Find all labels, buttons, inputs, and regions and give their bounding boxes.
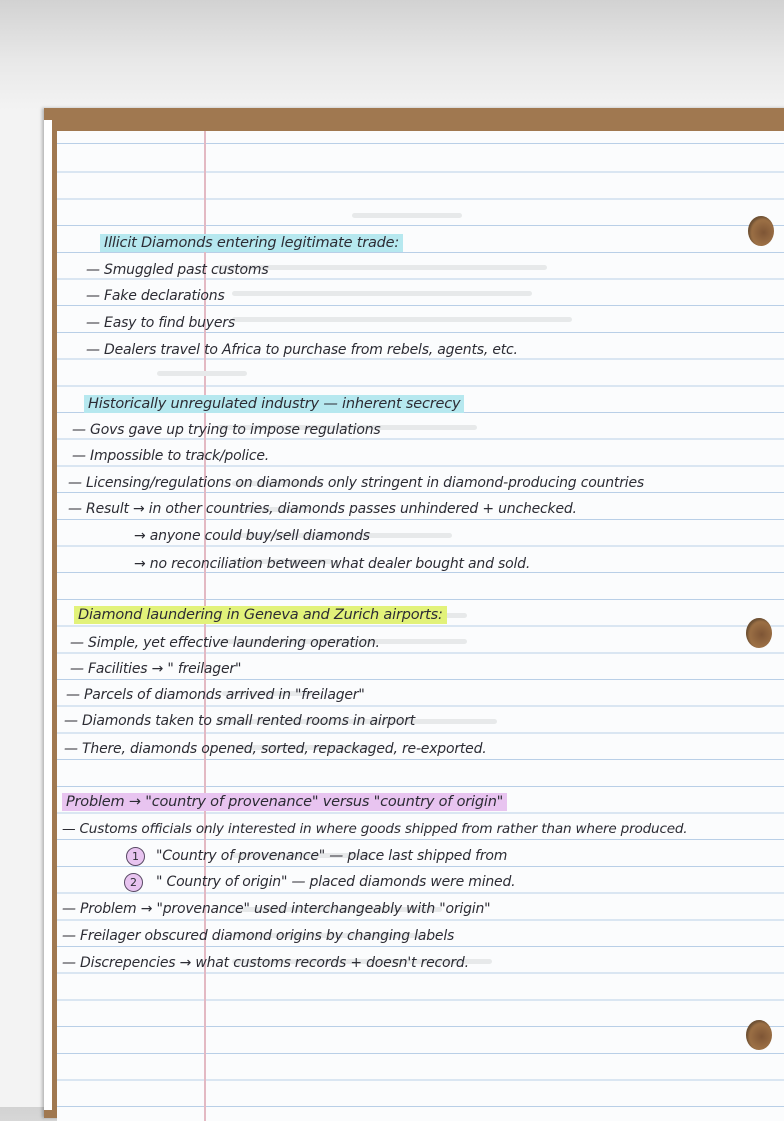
numbered-line: " Country of origin" — placed diamonds were mined. bbox=[156, 874, 516, 890]
note-line: — Discrepencies → what customs records + doesn't record. bbox=[62, 955, 469, 971]
note-line: — Freilager obscured diamond origins by changing labels bbox=[62, 928, 455, 944]
note-line: — Easy to find buyers bbox=[86, 315, 235, 331]
note-line: — Problem → "provenance" used interchangeably with "origin" bbox=[62, 901, 491, 917]
note-line: — Facilities → " freilager" bbox=[70, 661, 242, 677]
note-line: — Customs officials only interested in where goods shipped from rather than where produced. bbox=[62, 821, 688, 837]
note-line: — Dealers travel to Africa to purchase from rebels, agents, etc. bbox=[86, 342, 518, 358]
note-line: — Result → in other countries, diamonds passes unhindered + unchecked. bbox=[68, 501, 577, 517]
note-line: — There, diamonds opened, sorted, repackaged, re-exported. bbox=[64, 741, 487, 757]
note-line: — Parcels of diamonds arrived in "freilager" bbox=[66, 687, 365, 703]
note-line: — Govs gave up trying to impose regulations bbox=[72, 422, 381, 438]
section-heading: Diamond laundering in Geneva and Zurich airports: bbox=[74, 606, 447, 624]
note-line: — Fake declarations bbox=[86, 288, 225, 304]
number-badge: 2 bbox=[124, 873, 143, 892]
note-line: — Simple, yet effective laundering operation. bbox=[70, 635, 380, 651]
section-heading: Historically unregulated industry — inherent secrecy bbox=[84, 395, 464, 413]
note-line: — Licensing/regulations on diamonds only stringent in diamond-producing countries bbox=[68, 475, 644, 491]
note-line: — Diamonds taken to small rented rooms in airport bbox=[64, 713, 416, 729]
note-subline: → no reconciliation between what dealer bought and sold. bbox=[134, 556, 531, 572]
number-badge: 1 bbox=[126, 847, 145, 866]
note-line: — Smuggled past customs bbox=[86, 262, 269, 278]
note-subline: → anyone could buy/sell diamonds bbox=[134, 528, 370, 544]
note-line: — Impossible to track/police. bbox=[72, 448, 270, 464]
section-heading: Problem → "country of provenance" versus "country of origin" bbox=[62, 793, 507, 811]
numbered-line: "Country of provenance" — place last shipped from bbox=[156, 848, 508, 864]
section-heading: Illicit Diamonds entering legitimate trade: bbox=[100, 234, 403, 252]
